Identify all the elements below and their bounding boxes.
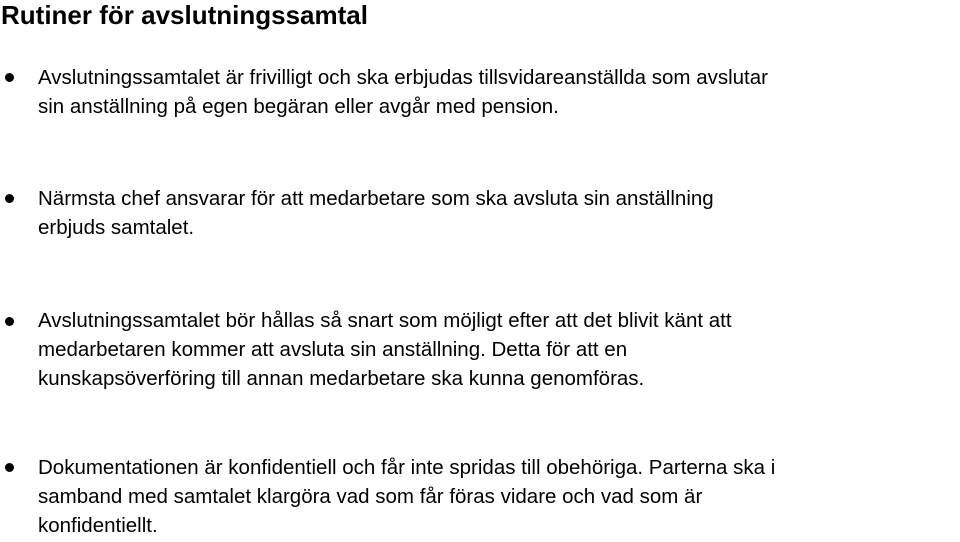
bullet-line: Närmsta chef ansvarar för att medarbetare som ska avsluta sin anställning	[38, 187, 714, 210]
bullet-text	[38, 453, 960, 540]
bullet-dot-icon	[5, 194, 14, 203]
bullet-dot-icon	[5, 73, 14, 82]
bullet-line: konfidentiellt.	[38, 514, 158, 537]
bullet-line: sin anställning på egen begäran eller avgår med pension.	[38, 95, 559, 118]
bullet-line: Avslutningssamtalet bör hållas så snart som möjligt efter att det blivit känt att	[38, 309, 732, 332]
bullet-text	[38, 306, 960, 393]
bullet-line: samband med samtalet klargöra vad som får föras vidare och vad som är	[38, 485, 703, 508]
bullet-text	[38, 184, 960, 242]
bullet-line: Dokumentationen är konfidentiell och får inte spridas till obehöriga. Parterna ska i	[38, 456, 776, 479]
bullet-line: medarbetaren kommer att avsluta sin anställning. Detta för att en	[38, 338, 628, 361]
page-title: Rutiner för avslutningssamtal	[1, 0, 368, 30]
bullet-dot-icon	[5, 463, 14, 472]
bullet-line: kunskapsöverföring till annan medarbetare ska kunna genomföras.	[38, 367, 645, 390]
bullet-text	[38, 63, 960, 121]
bullet-line: erbjuds samtalet.	[38, 216, 195, 239]
bullet-dot-icon	[5, 317, 14, 326]
bullet-line: Avslutningssamtalet är frivilligt och ska erbjudas tillsvidareanställda som avslutar	[38, 66, 768, 89]
